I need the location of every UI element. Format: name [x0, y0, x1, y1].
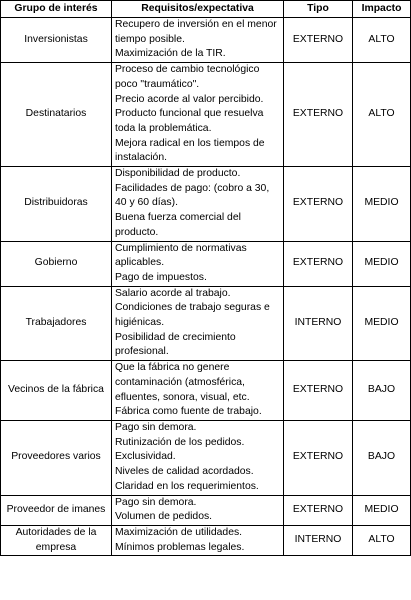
cell-type: EXTERNO [284, 18, 353, 63]
cell-impact: BAJO [353, 420, 411, 495]
cell-group: Distribuidoras [1, 167, 112, 242]
requirement-item: Exclusividad. [115, 451, 176, 463]
cell-type: EXTERNO [284, 420, 353, 495]
requirement-item: Maximización de utilidades. [115, 526, 243, 538]
requirement-item: Mínimos problemas legales. [115, 541, 245, 553]
cell-type: EXTERNO [284, 167, 353, 242]
requirement-item: Disponibilidad de producto. [115, 168, 241, 180]
table-row [1, 420, 411, 495]
cell-requirements [112, 495, 284, 525]
requirement-item: Posibilidad de crecimiento profesional. [115, 331, 236, 358]
cell-impact: MEDIO [353, 167, 411, 242]
table-row [1, 286, 411, 361]
cell-requirements [112, 18, 284, 63]
cell-requirements [112, 525, 284, 555]
cell-requirements [112, 286, 284, 361]
requirement-item: Pago sin demora. [115, 421, 197, 433]
requirement-item: Volumen de pedidos. [115, 511, 213, 523]
cell-type: INTERNO [284, 525, 353, 555]
requirement-item: Recupero de inversión en el menor tiempo posible. [115, 19, 277, 45]
cell-group: Trabajadores [1, 286, 112, 361]
table-row [1, 63, 411, 167]
cell-impact: ALTO [353, 18, 411, 63]
requirement-item: Pago sin demora. [115, 496, 197, 508]
header-row [1, 1, 411, 18]
requirement-item: Proceso de cambio tecnológico poco "traumático". [115, 64, 260, 90]
cell-requirements [112, 420, 284, 495]
cell-requirements [112, 167, 284, 242]
table-row [1, 167, 411, 242]
table-row [1, 241, 411, 286]
cell-impact: MEDIO [353, 495, 411, 525]
cell-group: Autoridades de la empresa [1, 525, 112, 555]
requirement-item: Cumplimiento de normativas aplicables. [115, 242, 247, 269]
requirement-item: Producto funcional que resuelva toda la problemática. [115, 108, 264, 134]
requirement-item: Pago de impuestos. [115, 271, 207, 283]
requirement-item: Rutinización de los pedidos. [115, 436, 245, 448]
header-type: Tipo [284, 1, 353, 18]
header-group: Grupo de interés [1, 1, 112, 18]
header-requirements: Requisitos/expectativa [112, 1, 284, 18]
requirement-item: Maximización de la TIR. [115, 48, 226, 60]
cell-type: EXTERNO [284, 361, 353, 421]
table-row [1, 525, 411, 555]
requirement-item: Precio acorde al valor percibido. [115, 93, 264, 105]
cell-requirements [112, 361, 284, 421]
table-row [1, 18, 411, 63]
cell-group: Vecinos de la fábrica [1, 361, 112, 421]
requirement-item: Condiciones de trabajo seguras e higiénicas. [115, 302, 270, 329]
requirement-item: Mejora radical en los tiempos de instalación. [115, 137, 265, 164]
requirement-item: Facilidades de pago: (cobro a 30, 40 y 60 días). [115, 182, 270, 209]
cell-requirements [112, 241, 284, 286]
cell-type: INTERNO [284, 286, 353, 361]
cell-group: Inversionistas [1, 18, 112, 63]
cell-group: Proveedores varios [1, 420, 112, 495]
requirement-item: Fábrica como fuente de trabajo. [115, 406, 262, 418]
cell-group: Proveedor de imanes [1, 495, 112, 525]
cell-impact: MEDIO [353, 286, 411, 361]
cell-type: EXTERNO [284, 63, 353, 167]
cell-type: EXTERNO [284, 241, 353, 286]
cell-impact: ALTO [353, 63, 411, 167]
requirement-item: Que la fábrica no genere contaminación (atmosférica, efluentes, sonora, visual, etc. [115, 362, 250, 403]
table-row [1, 495, 411, 525]
requirement-item: Niveles de calidad acordados. [115, 466, 254, 478]
cell-impact: BAJO [353, 361, 411, 421]
table-header [1, 1, 411, 18]
cell-impact: ALTO [353, 525, 411, 555]
requirement-item: Buena fuerza comercial del producto. [115, 212, 241, 238]
requirement-item: Claridad en los requerimientos. [115, 480, 259, 492]
table-body [1, 18, 411, 556]
requirement-item: Salario acorde al trabajo. [115, 287, 231, 299]
cell-group: Gobierno [1, 241, 112, 286]
table-row [1, 361, 411, 421]
header-impact: Impacto [353, 1, 411, 18]
cell-type: EXTERNO [284, 495, 353, 525]
cell-impact: MEDIO [353, 241, 411, 286]
cell-requirements [112, 63, 284, 167]
cell-group: Destinatarios [1, 63, 112, 167]
